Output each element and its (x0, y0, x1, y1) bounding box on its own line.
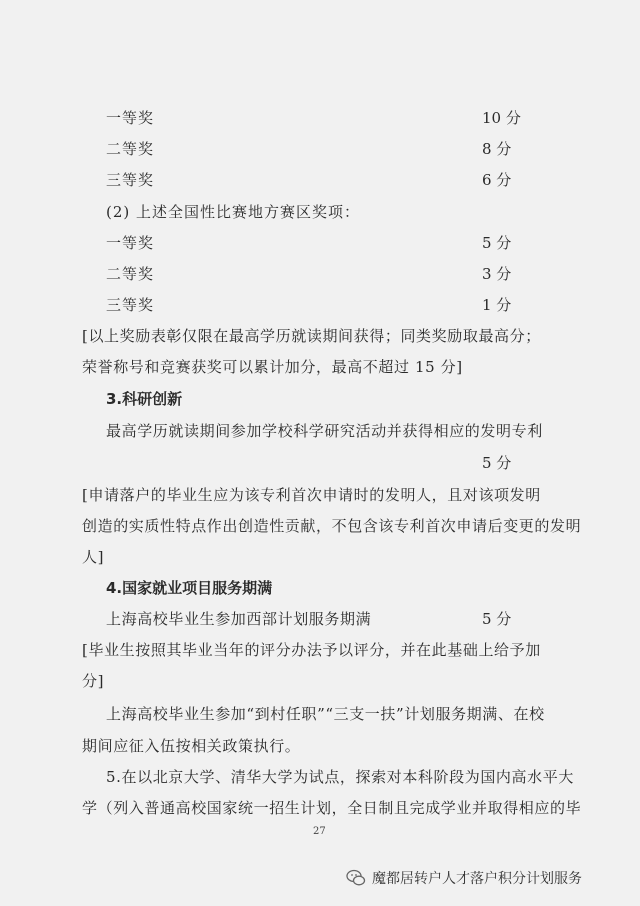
award1-first-score: 10 分 (482, 109, 521, 127)
award2-first-label: 一等奖 (106, 234, 155, 252)
section4-heading: 4.国家就业项目服务期满 (106, 579, 273, 597)
section5-line1: 5.在以北京大学、清华大学为试点，探索对本科阶段为国内高水平大 (106, 768, 574, 786)
awards2-title: (2) 上述全国性比赛地方赛区奖项： (106, 203, 361, 221)
section4-note-line1: [毕业生按照其毕业当年的评分办法予以评分，并在此基础上给予加 (82, 641, 541, 659)
watermark (346, 868, 582, 888)
section5-line2: 学（列入普通高校国家统一招生计划，全日制且完成学业并取得相应的毕 (82, 799, 582, 817)
award2-third-score: 1 分 (482, 296, 512, 314)
page-number: 27 (313, 826, 326, 837)
award1-third-score: 6 分 (482, 171, 512, 189)
section4-para-line1: 上海高校毕业生参加“到村任职”“三支一扶”计划服务期满、在校 (106, 705, 545, 723)
award2-second-label: 二等奖 (106, 265, 155, 283)
award1-third-label: 三等奖 (106, 171, 155, 189)
section4-note-line2: 分] (82, 672, 105, 690)
section4-score: 5 分 (482, 610, 512, 628)
section3-heading: 3.科研创新 (106, 390, 183, 408)
award1-first-label: 一等奖 (106, 109, 155, 127)
section3-note-line1: [申请落户的毕业生应为该专利首次申请时的发明人，且对该项发明 (82, 486, 541, 504)
award1-second-score: 8 分 (482, 140, 512, 158)
section3-text: 最高学历就读期间参加学校科学研究活动并获得相应的发明专利 (106, 422, 543, 440)
section4-text: 上海高校毕业生参加西部计划服务期满 (106, 610, 372, 628)
award2-third-label: 三等奖 (106, 296, 155, 314)
section3-note-line3: 人] (82, 548, 105, 566)
section3-score: 5 分 (482, 454, 512, 472)
award2-first-score: 5 分 (482, 234, 512, 252)
note1-line2: 荣誉称号和竞赛获奖可以累计加分，最高不超过 15 分] (82, 358, 463, 376)
award1-second-label: 二等奖 (106, 140, 155, 158)
watermark-text: 魔都居转户人才落户积分计划服务 (372, 871, 582, 887)
award2-second-score: 3 分 (482, 265, 512, 283)
wechat-icon (346, 868, 366, 888)
section4-para-line2: 期间应征入伍按相关政策执行。 (82, 737, 301, 755)
section3-note-line2: 创造的实质性特点作出创造性贡献，不包含该专利首次申请后变更的发明 (82, 517, 582, 535)
note1-line1: [以上奖励表彰仅限在最高学历就读期间获得；同类奖励取最高分； (82, 327, 541, 345)
